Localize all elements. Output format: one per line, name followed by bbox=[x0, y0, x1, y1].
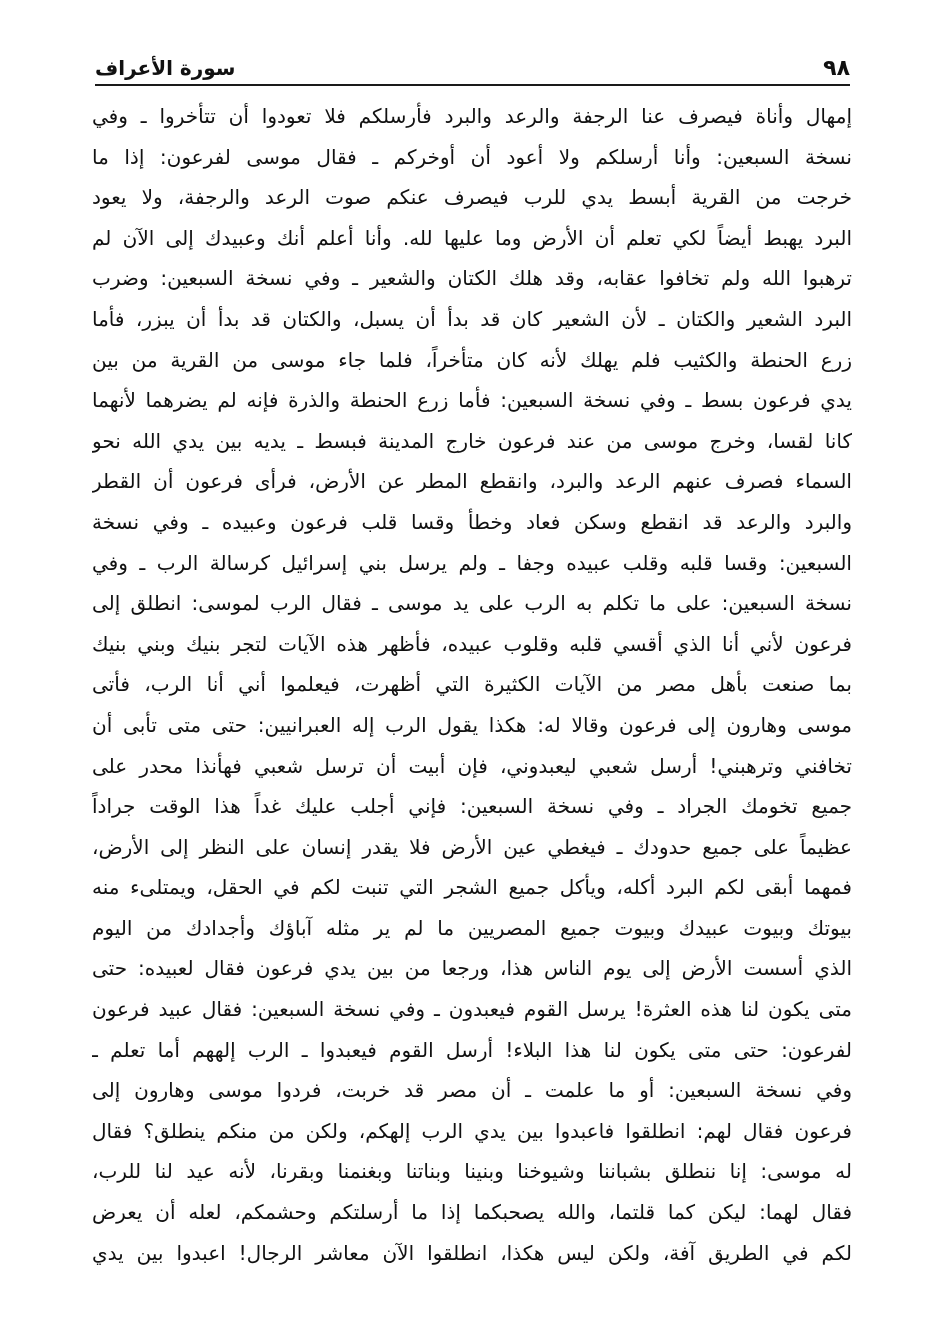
page-header bbox=[95, 50, 850, 86]
text-line: فقال لهما: ليكن كما قلتما، والله يصحبكما إذا ما أرسلتكم وحشمكم، لعله أن يعرض bbox=[92, 1200, 852, 1225]
text-line: السماء فصرف عنهم الرعد والبرد، وانقطع المطر عن الأرض، فرأى فرعون أن القطر bbox=[92, 469, 852, 494]
body-text bbox=[92, 96, 852, 1273]
text-line: موسى وهارون إلى فرعون وقالا له: هكذا يقول الرب إله العبرانيين: حتى متى تأبى أن bbox=[92, 712, 852, 737]
text-line: البرد الشعير والكتان ـ لأن الشعير كان قد بدأ أن يسبل، والكتان قد بدأ أن يبزر، فأما bbox=[92, 306, 852, 331]
text-line: فمهما أبقى لكم البرد أكله، ويأكل جميع الشجر التي تنبت لكم في الحقل، ويمتلىء منه bbox=[92, 875, 852, 900]
text-line: إمهال وأناة فيصرف عنا الرجفة والرعد والبرد فأرسلكم فلا تعودوا أن تتأخروا ـ وفي bbox=[92, 104, 852, 128]
text-line: زرع الحنطة والكثيب فلم يهلك لأنه كان متأخراً، فلما جاء موسى من القرية من بين bbox=[92, 347, 852, 372]
text-line: نسخة السبعين: على ما تكلم به الرب على يد موسى ـ فقال الرب لموسى: انطلق إلى bbox=[92, 591, 852, 616]
text-line: فرعون لأني أنا الذي أقسي قلبه وقلوب عبيده، فأظهر هذه الآيات لتجر بنيك وبني بنيك bbox=[92, 631, 852, 656]
text-line: كانا لقسا، وخرج موسى من عند فرعون خارج المدينة فبسط ـ يديه بين يدي الله نحو bbox=[92, 428, 852, 453]
text-line: بما صنعت بأهل مصر من الآيات الكثيرة التي أظهرت، فيعلموا أني أنا الرب، فأتى bbox=[92, 672, 852, 697]
text-line: وفي نسخة السبعين: أو ما علمت ـ أن مصر قد خربت، فردوا موسى وهارون إلى bbox=[92, 1078, 852, 1103]
text-line: والبرد والرعد قد انقطع وسكن فعاد وخطأ وقسا قلب فرعون وعبيده ـ وفي نسخة bbox=[92, 509, 852, 534]
page-number: ٩٨ bbox=[823, 56, 850, 81]
text-line: جميع تخومك الجراد ـ وفي نسخة السبعين: فإني أجلب عليك غداً هذا الوقت جراداً bbox=[92, 794, 852, 819]
text-line: له موسى: إنا ننطلق بشباننا وشيوخنا وبنينا وبناتنا وبغنمنا وبقرنا، لأنه عيد لنا للرب، bbox=[92, 1159, 852, 1184]
text-line: فرعون فقال لهم: انطلقوا فاعبدوا بين يدي الرب إلهكم، ولكن من منكم ينطلق؟ فقال bbox=[92, 1118, 852, 1143]
surah-title: سورة الأعراف bbox=[95, 56, 236, 80]
text-line: ترهبوا الله ولم تخافوا عقابه، وقد هلك الكتان والشعير ـ وفي نسخة السبعين: وضرب bbox=[92, 266, 852, 291]
text-line: خرجت من القرية أبسط يدي للرب فيصرف عنكم صوت الرعد والرجفة، ولا يعود bbox=[92, 185, 852, 210]
text-line: لفرعون: حتى متى يكون لنا هذا البلاء! أرسل القوم فيعبدوا ـ الرب إلههم أما تعلم ـ bbox=[92, 1037, 852, 1062]
text-line: عظيماً على جميع حدودك ـ فيغطي عين الأرض فلا يقدر إنسان على النظر إلى الأرض، bbox=[92, 834, 852, 859]
text-line: بيوتك وبيوت عبيدك وبيوت جميع المصريين ما لم ير مثله آباؤك وأجدادك من اليوم bbox=[92, 915, 852, 940]
text-line: متى يكون لنا هذه العثرة! يرسل القوم فيعبدون ـ وفي نسخة السبعين: فقال عبيد فرعون bbox=[92, 997, 852, 1022]
text-line: تخافني وترهبني! أرسل شعبي ليعبدوني، فإن أبيت أن ترسل شعبي فهأنذا محدر على bbox=[92, 753, 852, 778]
text-line: الذي أسست الأرض إلى يوم الناس هذا، ورجعا من بين يدي فرعون فقال لعبيده: حتى bbox=[92, 956, 852, 981]
text-line: البرد يهبط أيضاً لكي تعلم أن الأرض وما عليها لله. وأنا أعلم أنك وعبيدك إلى الآن لم bbox=[92, 225, 852, 250]
text-line: يدي فرعون بسط ـ وفي نسخة السبعين: فأما زرع الحنطة والذرة فإنه لم يضرهما لأنهما bbox=[92, 388, 852, 413]
text-line: نسخة السبعين: وأنا أرسلكم ولا أعود أن أوخركم ـ فقال موسى لفرعون: إذا ما bbox=[92, 144, 852, 169]
text-line: السبعين: وقسا قلبه وقلب عبيده وجفا ـ ولم يرسل بني إسرائيل كرسالة الرب ـ وفي bbox=[92, 550, 852, 575]
text-line: لكم في الطريق آفة، ولكن ليس هكذا، انطلقوا الآن معاشر الرجال! اعبدوا بين يدي bbox=[92, 1240, 852, 1265]
